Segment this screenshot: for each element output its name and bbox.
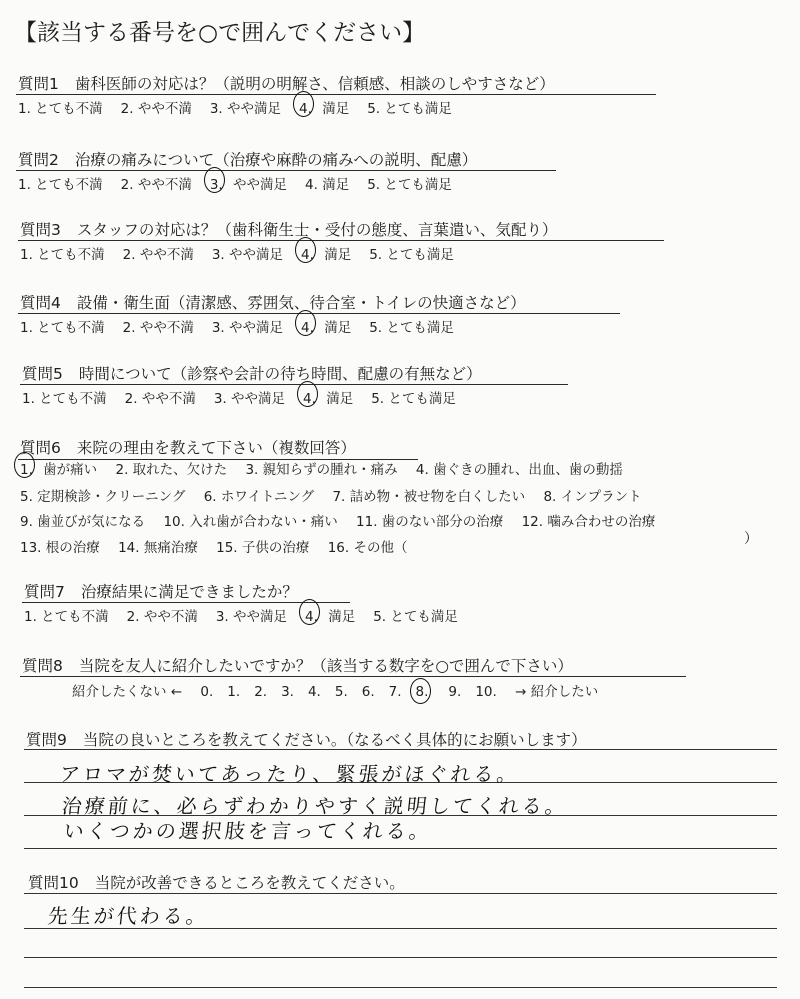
q6-option-row-3 <box>20 510 669 530</box>
rating-option-4[interactable]: 4. 満足 <box>303 391 354 407</box>
question-text: 来院の理由を教えて下さい（複数回答） <box>76 439 356 457</box>
q6-other-close-paren: ） <box>744 531 758 547</box>
rating-option-5[interactable]: 5. とても満足 <box>371 391 456 407</box>
rating-option-5[interactable]: 5. とても満足 <box>367 177 452 193</box>
rating-option-2[interactable]: 2. やや不満 <box>120 101 192 117</box>
rating-option-4[interactable]: 4. 満足 <box>301 247 352 263</box>
question-number: 質問9 <box>26 731 67 749</box>
question-4-heading <box>20 291 526 313</box>
rating-option-2[interactable]: 2. やや不満 <box>120 177 192 193</box>
q6-option-3[interactable]: 3. 親知らずの腫れ・痛み <box>245 462 398 478</box>
q6-option-6[interactable]: 6. ホワイトニング <box>203 489 315 505</box>
question-number: 質問10 <box>28 874 79 892</box>
q6-option-2[interactable]: 2. 取れた、欠けた <box>115 462 228 478</box>
q8-scale-value-0[interactable]: 0. <box>200 684 214 700</box>
rating-option-2[interactable]: 2. やや不満 <box>122 247 194 263</box>
q6-option-12[interactable]: 12. 噛み合わせの治療 <box>521 514 656 530</box>
question-1-underline <box>16 94 656 95</box>
question-number: 質問4 <box>20 294 61 312</box>
rating-option-4[interactable]: 4. 満足 <box>305 609 356 625</box>
page-title: 【該当する番号を○で囲んでください】 <box>14 20 426 46</box>
question-8-heading <box>22 654 573 676</box>
question-4-options <box>20 316 472 336</box>
rating-option-3[interactable]: 3. やや満足 <box>213 391 286 407</box>
rating-option-3[interactable]: 3. やや満足 <box>209 177 288 193</box>
q9-answer-line-1: アロマが焚いてあったり、緊張がほぐれる。 <box>58 762 521 786</box>
question-2-underline <box>16 170 556 171</box>
q10-writing-line <box>24 957 777 958</box>
q9-writing-line <box>24 749 777 750</box>
q8-left-label: 紹介したくない ← <box>72 684 183 700</box>
q8-scale <box>72 680 612 700</box>
question-5-options <box>22 387 474 407</box>
rating-option-1[interactable]: 1. とても不満 <box>18 101 103 117</box>
question-number: 質問6 <box>20 439 61 457</box>
q8-scale-value-3[interactable]: 3. <box>281 684 294 700</box>
q8-scale-value-5[interactable]: 5. <box>334 684 348 700</box>
q10-writing-line <box>24 893 777 894</box>
question-1-heading <box>18 72 555 94</box>
question-10-heading <box>28 871 405 893</box>
rating-option-2[interactable]: 2. やや不満 <box>124 391 196 407</box>
q10-writing-line <box>24 987 777 988</box>
q6-option-4[interactable]: 4. 歯ぐきの腫れ、出血、歯の動揺 <box>415 462 623 478</box>
question-2-options <box>18 173 470 193</box>
question-text: スタッフの対応は？（歯科衛生士・受付の態度、言葉遣い、気配り） <box>76 221 558 239</box>
q8-scale-value-2[interactable]: 2. <box>254 684 268 700</box>
question-8-underline <box>20 676 686 677</box>
question-text: 設備・衛生面（清潔感、雰囲気、待合室・トイレの快適さなど） <box>76 294 526 312</box>
q8-scale-value-1[interactable]: 1. <box>227 684 241 700</box>
question-5-underline <box>20 384 568 385</box>
q6-option-14[interactable]: 14. 無痛治療 <box>118 540 198 556</box>
rating-option-5[interactable]: 5. とても満足 <box>369 320 454 336</box>
q8-scale-value-4[interactable]: 4. <box>307 684 321 700</box>
rating-option-3[interactable]: 3. やや満足 <box>215 609 288 625</box>
question-4-underline <box>18 313 620 314</box>
question-number: 質問5 <box>22 365 63 383</box>
q6-option-11[interactable]: 11. 歯のない部分の治療 <box>356 514 504 530</box>
q6-option-10[interactable]: 10. 入れ歯が合わない・痛い <box>163 514 338 530</box>
question-number: 質問1 <box>18 75 59 93</box>
question-text: 治療結果に満足できましたか？ <box>80 583 298 601</box>
question-7-heading <box>24 580 298 602</box>
q6-option-row-4 <box>20 536 421 556</box>
q8-scale-value-7[interactable]: 7. <box>388 684 402 700</box>
question-5-heading <box>22 362 482 384</box>
question-3-options <box>20 243 472 263</box>
question-9-heading <box>26 728 587 750</box>
question-text: 当院が改善できるところを教えてください。 <box>94 874 405 892</box>
question-3-heading <box>20 218 557 240</box>
rating-option-5[interactable]: 5. とても満足 <box>369 247 454 263</box>
q6-option-8[interactable]: 8. インプラント <box>543 489 642 505</box>
rating-option-2[interactable]: 2. やや不満 <box>122 320 194 336</box>
rating-option-1[interactable]: 1. とても不満 <box>18 177 103 193</box>
q6-option-13[interactable]: 13. 根の治療 <box>20 540 100 556</box>
question-3-underline <box>18 240 664 241</box>
rating-option-3[interactable]: 3. やや満足 <box>211 320 284 336</box>
question-text: 治療の痛みについて（治療や麻酔の痛みへの説明、配慮） <box>74 151 478 169</box>
question-1-options <box>18 97 470 117</box>
q6-option-9[interactable]: 9. 歯並びが気になる <box>20 514 146 530</box>
question-number: 質問8 <box>22 657 63 675</box>
q8-scale-value-6[interactable]: 6. <box>361 684 375 700</box>
rating-option-4[interactable]: 4. 満足 <box>301 320 352 336</box>
q9-answer-line-3: いくつかの選択肢を言ってくれる。 <box>62 819 434 843</box>
rating-option-1[interactable]: 1. とても不満 <box>20 247 105 263</box>
q9-writing-line <box>24 848 777 849</box>
rating-option-3[interactable]: 3. やや満足 <box>211 247 284 263</box>
rating-option-5[interactable]: 5. とても満足 <box>373 609 458 625</box>
question-number: 質問3 <box>20 221 61 239</box>
q6-option-1[interactable]: 1. 歯が痛い <box>20 462 98 478</box>
q10-answer-line-1: 先生が代わる。 <box>46 904 211 928</box>
q6-option-row-1 <box>20 458 637 478</box>
q8-scale-value-9[interactable]: 9. <box>448 684 462 700</box>
q8-right-label: → 紹介したい <box>515 684 599 700</box>
question-text: 時間について（診察や会計の待ち時間、配慮の有無など） <box>78 365 482 383</box>
rating-option-1[interactable]: 1. とても不満 <box>22 391 107 407</box>
q8-scale-value-8[interactable]: 8. <box>415 684 429 700</box>
rating-option-1[interactable]: 1. とても不満 <box>24 609 109 625</box>
q9-answer-line-2: 治療前に、必らずわかりやすく説明してくれる。 <box>60 794 570 818</box>
q6-option-row-2 <box>20 485 656 505</box>
rating-option-1[interactable]: 1. とても不満 <box>20 320 105 336</box>
question-text: 歯科医師の対応は？（説明の明解さ、信頼感、相談のしやすさなど） <box>74 75 555 93</box>
q6-option-5[interactable]: 5. 定期検診・クリーニング <box>20 489 186 505</box>
question-text: 当院の良いところを教えてください。（なるべく具体的にお願いします） <box>82 731 587 749</box>
question-number: 質問2 <box>18 151 59 169</box>
rating-option-3[interactable]: 3. やや満足 <box>209 101 282 117</box>
rating-option-4[interactable]: 4. 満足 <box>299 101 350 117</box>
question-7-options <box>24 605 476 625</box>
question-number: 質問7 <box>24 583 65 601</box>
q6-option-16[interactable]: 16. その他（ <box>327 540 408 556</box>
rating-option-5[interactable]: 5. とても満足 <box>367 101 452 117</box>
q6-option-7[interactable]: 7. 詰め物・被せ物を白くしたい <box>332 489 526 505</box>
question-2-heading <box>18 148 477 170</box>
q6-option-15[interactable]: 15. 子供の治療 <box>216 540 310 556</box>
q8-scale-value-10[interactable]: 10. <box>475 684 497 700</box>
rating-option-4[interactable]: 4. 満足 <box>305 177 350 193</box>
question-6-heading <box>20 436 356 458</box>
rating-option-2[interactable]: 2. やや不満 <box>126 609 198 625</box>
question-text: 当院を友人に紹介したいですか？（該当する数字を○で囲んで下さい） <box>78 657 573 675</box>
